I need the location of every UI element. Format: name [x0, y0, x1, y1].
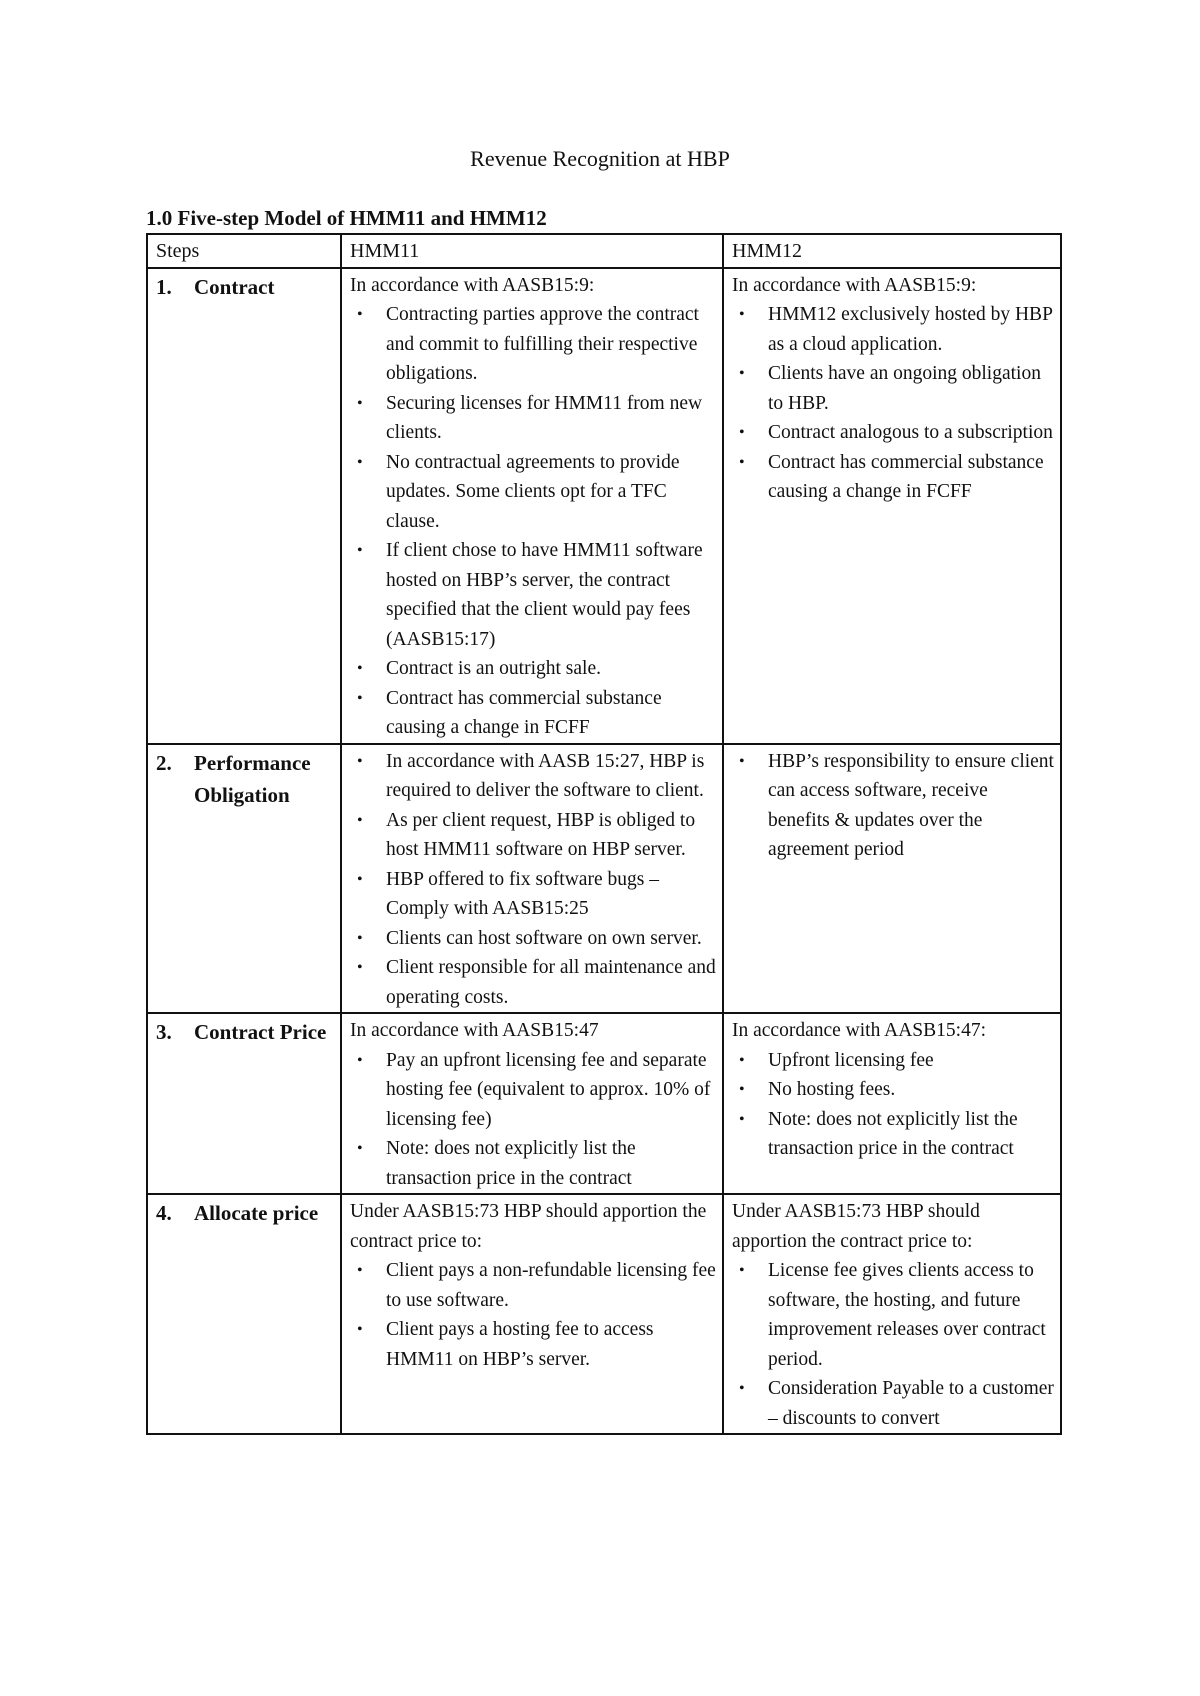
bullet-text: Contracting parties approve the contract and commit to fulfilling their respective obligations.	[386, 304, 699, 384]
five-step-model-table	[146, 233, 1062, 1435]
hmm11-bullet-list	[350, 1046, 716, 1194]
list-item	[732, 300, 1054, 359]
list-item	[350, 953, 716, 1012]
bullet-icon: •	[739, 1262, 745, 1279]
bullet-text: Client pays a hosting fee to access HMM11 on HBP’s server.	[386, 1319, 654, 1370]
hmm12-bullet-list	[732, 1046, 1054, 1164]
bullet-icon: •	[357, 1262, 363, 1279]
list-item	[350, 1134, 716, 1193]
hmm11-intro: In accordance with AASB15:47	[350, 1020, 599, 1041]
list-item	[350, 536, 716, 654]
hmm11-bullet-list	[350, 1256, 716, 1374]
bullet-icon: •	[357, 1140, 363, 1157]
bullet-text: Note: does not explicitly list the transaction price in the contract	[386, 1138, 636, 1189]
bullet-icon: •	[357, 870, 363, 888]
hmm12-intro: In accordance with AASB15:47:	[732, 1020, 986, 1041]
list-item	[732, 1105, 1054, 1164]
hmm12-bullet-list	[732, 300, 1054, 507]
list-item	[350, 300, 716, 389]
bullet-icon: •	[357, 394, 363, 412]
hmm11-cell	[341, 1194, 723, 1434]
list-item	[732, 418, 1054, 448]
list-item	[732, 1256, 1054, 1374]
table-row	[147, 1013, 1061, 1194]
bullet-icon: •	[739, 1110, 745, 1128]
step-number: 1.	[156, 274, 172, 299]
bullet-text: In accordance with AASB 15:27, HBP is required to deliver the software to client.	[386, 750, 705, 801]
list-item	[350, 654, 716, 684]
step-name: Contract Price	[194, 1020, 327, 1044]
bullet-icon: •	[357, 929, 363, 947]
bullet-icon: •	[357, 959, 363, 976]
bullet-icon: •	[357, 453, 363, 471]
bullet-icon: •	[357, 811, 363, 829]
step-label	[156, 747, 334, 811]
bullet-text: If client chose to have HMM11 software hosted on HBP’s server, the contract specified that the client would pay fees (AASB15:17)	[386, 540, 703, 650]
bullet-text: Note: does not explicitly list the transaction price in the contract	[768, 1108, 1018, 1159]
step-name: Allocate price	[194, 1201, 319, 1225]
table-body	[147, 268, 1061, 1435]
hmm12-cell	[723, 744, 1061, 1014]
document-title: Revenue Recognition at HBP	[470, 146, 730, 171]
bullet-text: Contract has commercial substance causing a change in FCFF	[768, 451, 1044, 502]
table-row	[147, 268, 1061, 744]
step-cell	[147, 1194, 341, 1434]
list-item	[350, 1256, 716, 1315]
step-label	[156, 1016, 334, 1048]
table-row	[147, 1194, 1061, 1434]
list-item	[350, 389, 716, 448]
step-name: Contract	[194, 274, 275, 299]
bullet-icon: •	[739, 365, 745, 382]
table-row	[147, 744, 1061, 1014]
bullet-icon: •	[739, 453, 745, 471]
bullet-icon: •	[357, 306, 363, 323]
hmm11-cell	[341, 1013, 723, 1194]
bullet-icon: •	[739, 1380, 745, 1397]
bullet-text: Client responsible for all maintenance and operating costs.	[386, 957, 716, 1008]
bullet-text: Upfront licensing fee	[768, 1049, 934, 1071]
list-item	[732, 359, 1054, 418]
list-item	[350, 865, 716, 924]
hmm12-cell	[723, 268, 1061, 744]
step-cell	[147, 1013, 341, 1194]
hmm11-cell	[341, 744, 723, 1014]
section-heading: 1.0 Five-step Model of HMM11 and HMM12	[146, 206, 547, 230]
bullet-text: No contractual agreements to provide updates. Some clients opt for a TFC clause.	[386, 451, 680, 532]
bullet-text: Pay an upfront licensing fee and separate hosting fee (equivalent to approx. 10% of licensing fee)	[386, 1049, 711, 1130]
step-cell	[147, 744, 341, 1014]
list-item	[732, 1075, 1054, 1105]
hmm11-bullet-list	[350, 300, 716, 743]
hmm12-bullet-list	[732, 747, 1054, 865]
hmm11-intro: Under AASB15:73 HBP should apportion the contract price to:	[350, 1201, 707, 1252]
step-cell	[147, 268, 341, 744]
bullet-icon: •	[739, 424, 745, 441]
bullet-icon: •	[357, 1051, 363, 1069]
bullet-text: Contract analogous to a subscription	[768, 422, 1053, 443]
bullet-icon: •	[357, 752, 363, 770]
list-item	[732, 1374, 1054, 1433]
bullet-text: No hosting fees.	[768, 1079, 896, 1100]
header-hmm12: HMM12	[723, 234, 1061, 268]
bullet-icon: •	[739, 306, 745, 323]
list-item	[350, 684, 716, 743]
list-item	[350, 924, 716, 954]
hmm12-cell	[723, 1194, 1061, 1434]
list-item	[350, 1315, 716, 1374]
bullet-text: Contract has commercial substance causing a change in FCFF	[386, 687, 662, 738]
hmm12-bullet-list	[732, 1256, 1054, 1433]
step-name: Performance Obligation	[194, 750, 311, 807]
bullet-text: Consideration Payable to a customer – discounts to convert	[768, 1378, 1054, 1429]
bullet-icon: •	[739, 752, 745, 770]
bullet-icon: •	[357, 689, 363, 707]
bullet-text: Securing licenses for HMM11 from new clients.	[386, 392, 703, 443]
list-item	[350, 806, 716, 865]
step-number: 4.	[156, 1201, 172, 1225]
header-hmm11: HMM11	[341, 234, 723, 268]
hmm12-cell	[723, 1013, 1061, 1194]
bullet-text: HMM12 exclusively hosted by HBP as a cloud application.	[768, 304, 1053, 355]
hmm12-intro: Under AASB15:73 HBP should apportion the contract price to:	[732, 1201, 980, 1252]
list-item	[350, 448, 716, 537]
list-item	[732, 1046, 1054, 1076]
list-item	[350, 747, 716, 806]
list-item	[350, 1046, 716, 1135]
bullet-icon: •	[357, 1321, 363, 1338]
hmm12-intro: In accordance with AASB15:9:	[732, 274, 977, 296]
list-item	[732, 747, 1054, 865]
bullet-text: Client pays a non-refundable licensing fee to use software.	[386, 1260, 716, 1311]
list-item	[732, 448, 1054, 507]
table-header-row	[147, 234, 1061, 268]
bullet-text: HBP offered to fix software bugs – Comply with AASB15:25	[386, 868, 659, 919]
bullet-icon: •	[739, 1051, 745, 1069]
step-label	[156, 1197, 334, 1229]
bullet-text: Clients can host software on own server.	[386, 927, 702, 949]
step-label	[156, 271, 334, 303]
step-number: 2.	[156, 750, 172, 775]
hmm11-intro: In accordance with AASB15:9:	[350, 274, 595, 296]
bullet-icon: •	[739, 1081, 745, 1098]
step-number: 3.	[156, 1020, 172, 1044]
bullet-text: Contract is an outright sale.	[386, 658, 601, 679]
bullet-text: As per client request, HBP is obliged to host HMM11 software on HBP server.	[386, 809, 696, 860]
header-steps: Steps	[147, 234, 341, 268]
bullet-text: HBP’s responsibility to ensure client can access software, receive benefits & updates over the agreement period	[768, 750, 1054, 860]
bullet-icon: •	[357, 660, 363, 677]
hmm11-bullet-list	[350, 747, 716, 1013]
hmm11-cell	[341, 268, 723, 744]
bullet-text: License fee gives clients access to software, the hosting, and future improvement releases over contract period.	[768, 1260, 1046, 1370]
bullet-icon: •	[357, 542, 363, 559]
bullet-text: Clients have an ongoing obligation to HBP.	[768, 363, 1041, 414]
